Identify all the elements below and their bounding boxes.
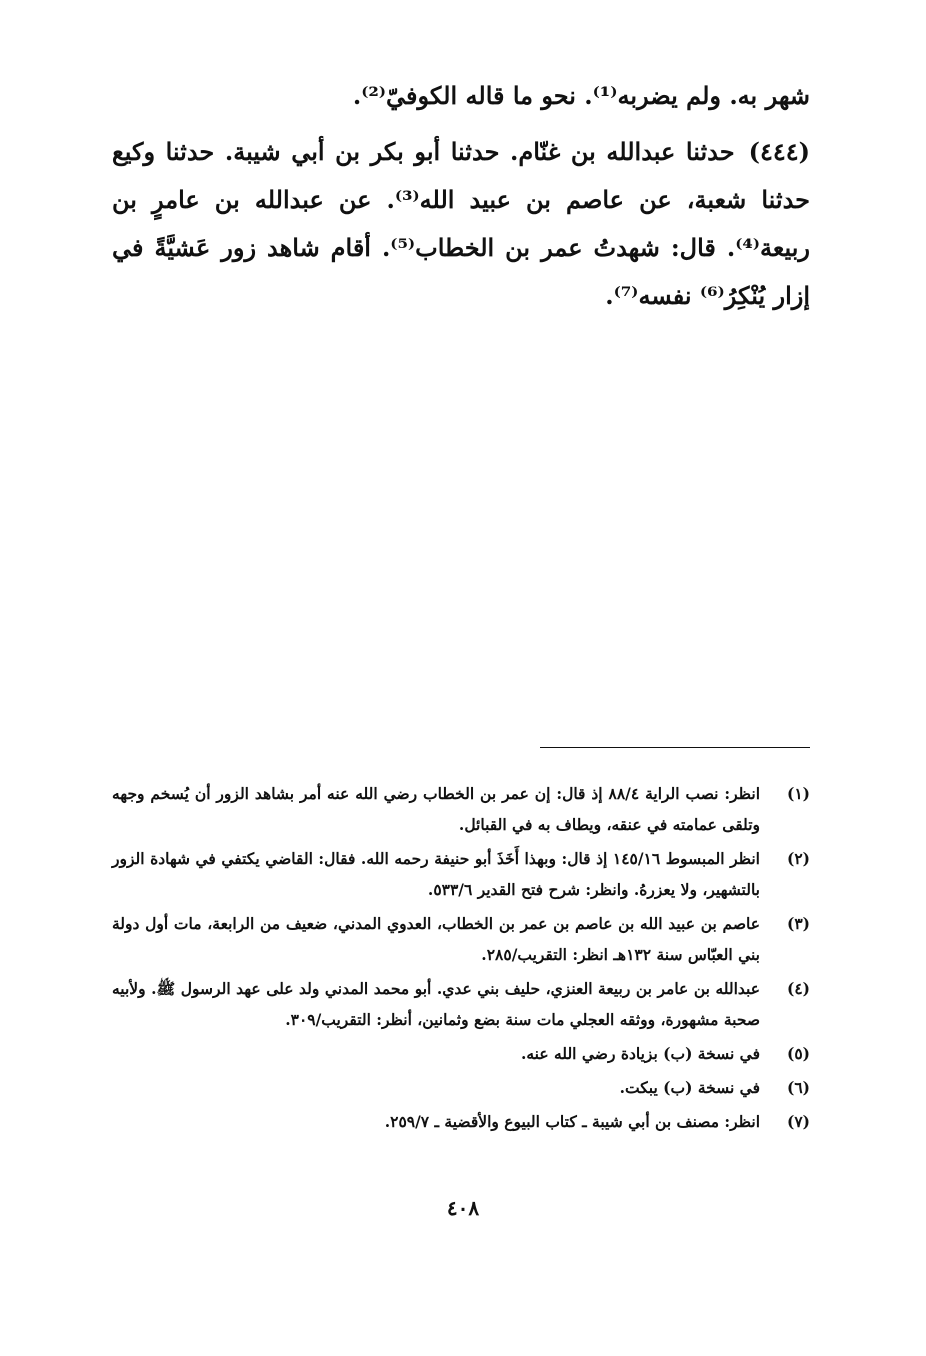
- hadith-text: حدثنا عبدالله بن غنّام. حدثنا أبو بكر بن أبي شيبة. حدثنا وكيع حدثنا شعبة، عن عاصم بن عبيد الله⁽³⁾. عن عبدالله بن عامرٍ بن ربيعة⁽⁴⁾. قال: شهدتُ عمر بن الخطاب⁽⁵⁾. أقام شاهد زور عَشيَّةً في إزار يُنْكِرُ⁽⁶⁾ نفسه⁽⁷⁾.: [112, 137, 811, 310]
- footnote-number: (٤): [786, 979, 810, 998]
- footnote-item: [112, 908, 810, 970]
- footnote-number: (٦): [786, 1078, 810, 1097]
- footnote-text: انظر: مصنف بن أبي شيبة ـ كتاب البيوع والأقضية ـ ٢٥٩/٧.: [384, 1112, 760, 1131]
- footnote-separator: [540, 747, 810, 748]
- continuation-line: شهر به. ولم يضربه⁽¹⁾. نحو ما قاله الكوفيّ⁽²⁾.: [352, 81, 810, 110]
- footnote-item: [112, 1038, 810, 1069]
- main-text-block: [112, 72, 810, 320]
- footnote-number: (٣): [786, 914, 810, 933]
- footnote-text: في نسخة (ب) بزيادة رضي الله عنه.: [520, 1044, 760, 1063]
- footnote-text: عاصم بن عبيد الله بن عاصم بن عمر بن الخطاب، العدوي المدني، ضعيف من الرابعة، مات أول دولة بني العبّاس سنة ١٣٢هـ انظر: التقريب/٢٨٥.: [112, 914, 760, 964]
- footnote-text: انظر المبسوط ١٤٥/١٦ إذ قال: وبهذا أَخَذَ أبو حنيفة رحمه الله. فقال: القاضي يكتفي في شهادة الزور بالتشهير، ولا يعزرهُ. وانظر: شرح فتح القدير ٥٣٣/٦.: [112, 849, 760, 899]
- footnote-text: انظر: نصب الراية ٨٨/٤ إذ قال: إن عمر بن الخطاب رضي الله عنه أمر بشاهد الزور أن يُسخم وجهه وتلقى عمامته في عنقه، ويطاف به في القبائل.: [112, 784, 760, 834]
- footnote-text: عبدالله بن عامر بن ربيعة العنزي، حليف بني عدي. أبو محمد المدني ولد على عهد الرسول ﷺ. ولأبيه صحبة مشهورة، ووثقه العجلي مات سنة بضع وثمانين، أنظر: التقريب/٣٠٩.: [112, 979, 760, 1029]
- footnote-number: (١): [786, 784, 810, 803]
- footnote-item: [112, 1072, 810, 1103]
- page-number: ٤٠٨: [446, 1196, 480, 1220]
- footnote-number: (٢): [786, 849, 810, 868]
- footnote-text: في نسخة (ب) يبكت.: [619, 1078, 760, 1097]
- footnote-item: [112, 843, 810, 905]
- footnote-item: [112, 1106, 810, 1137]
- footnote-item: [112, 973, 810, 1035]
- footnotes: [112, 778, 810, 1140]
- hadith-paragraph: [112, 128, 810, 320]
- footnote-number: (٥): [786, 1044, 810, 1063]
- footnote-number: (٧): [786, 1112, 810, 1131]
- footnote-item: [112, 778, 810, 840]
- hadith-number: (٤٤٤): [748, 137, 810, 166]
